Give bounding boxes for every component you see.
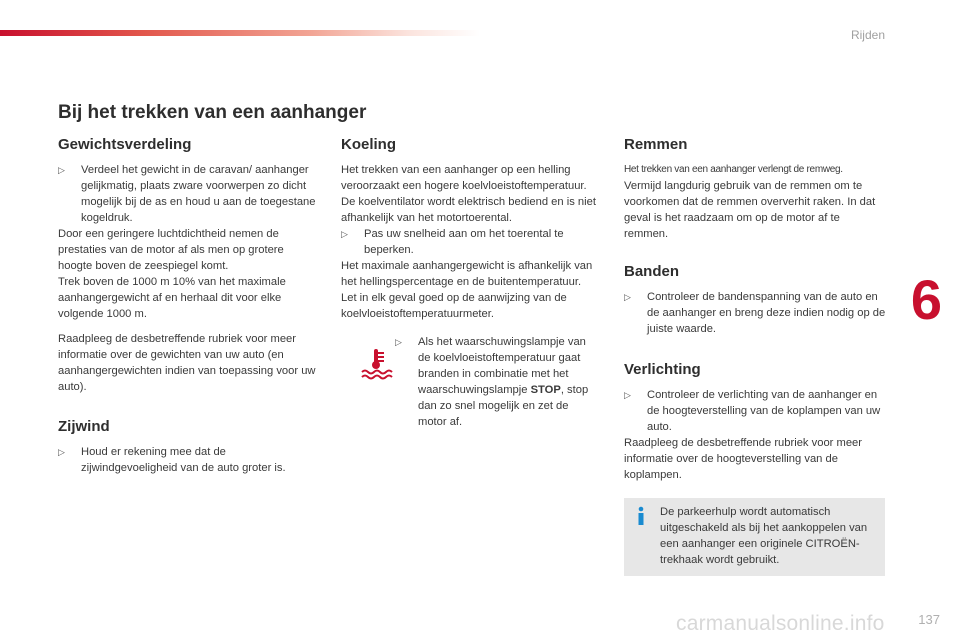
coolant-temperature-warning-icon — [359, 346, 393, 380]
cooling-text-1: Het trekken van een aanhanger op een helling veroorzaakt een hogere koelvloeistoftemperatuur. — [341, 164, 587, 192]
bullet-marker-icon: ▷ — [395, 337, 402, 347]
heading-lighting: Verlichting — [624, 361, 701, 378]
column-3 — [624, 136, 886, 242]
bullet-marker-icon: ▷ — [58, 447, 65, 457]
warning-bullet: ▷ Als het waarschuwingslampje van de koelvloeistoftemperatuur gaat branden in combinatie met het waarschuwingslampje STOP, stop dan zo snel mogelijk en zet de motor af. — [395, 336, 589, 428]
bullet-marker-icon: ▷ — [624, 390, 631, 400]
column-3-tyres — [624, 263, 886, 337]
watermark: carmanualsonline.info — [676, 612, 885, 635]
bullet-wind: ▷ Houd er rekening mee dat de zijwindgevoeligheid van de auto groter is. — [58, 446, 286, 474]
chapter-number: 6 — [910, 268, 942, 331]
weight-text-1: Door een geringere luchtdichtheid nemen de prestaties van de motor af als men op grotere hoogte boven de zeespiegel komt. — [58, 228, 284, 272]
column-1-wind — [58, 418, 320, 476]
heading-crosswind: Zijwind — [58, 418, 110, 435]
page-number: 137 — [918, 612, 940, 627]
column-3-lights — [624, 361, 886, 483]
column-1 — [58, 136, 320, 395]
info-box — [624, 498, 885, 576]
cooling-text-3: Het maximale aanhangergewicht is afhankelijk van het hellingspercentage en de buitentemperatuur. — [341, 260, 593, 288]
brakes-text-1: Het trekken van een aanhanger verlengt de remweg. — [624, 164, 843, 175]
heading-brakes: Remmen — [624, 136, 688, 153]
bullet-weight: ▷ Verdeel het gewicht in de caravan/ aanhanger gelijkmatig, plaats zware voorwerpen zo dicht mogelijk bij de as en houd u aan de toegestane kogeldruk. — [58, 164, 316, 224]
bullet-lighting: ▷ Controleer de verlichting van de aanhanger en de hoogteverstelling van de koplampen van uw auto. — [624, 389, 881, 433]
section-label: Rijden — [850, 28, 885, 42]
bullet-marker-icon: ▷ — [58, 165, 65, 175]
brakes-text-2: Vermijd langdurig gebruik van de remmen om te voorkomen dat de remmen oververhit raken. In dat geval is het raadzaam om op de motor af te remmen. — [624, 180, 876, 240]
cooling-text-2: De koelventilator wordt elektrisch bediend en is niet afhankelijk van het motortoerental. — [341, 196, 596, 224]
cooling-text-4: Let in elk geval goed op de aanwijzing van de koelvloeistoftemperatuurmeter. — [341, 292, 567, 320]
stop-label: STOP — [530, 384, 561, 396]
bullet-marker-icon: ▷ — [341, 229, 348, 239]
info-icon — [634, 506, 648, 526]
heading-weight-distribution: Gewichtsverdeling — [58, 136, 192, 153]
bullet-marker-icon: ▷ — [624, 292, 631, 302]
bullet-tyres: ▷ Controleer de bandenspanning van de auto en de aanhanger en breng deze indien nodig op de juiste waarde. — [624, 291, 886, 335]
bullet-cooling: ▷ Pas uw snelheid aan om het toerental te beperken. — [341, 228, 564, 256]
heading-cooling: Koeling — [341, 136, 396, 153]
weight-text-2: Trek boven de 1000 m 10% van het maximale aanhangergewicht af en herhaal dit voor elke volgende 1000 m. — [58, 276, 286, 320]
header-accent-bar — [0, 30, 480, 36]
column-2 — [341, 136, 603, 434]
lighting-text: Raadpleeg de desbetreffende rubriek voor meer informatie over de hoogteverstelling van de koplampen. — [624, 437, 862, 481]
info-text: De parkeerhulp wordt automatisch uitgeschakeld als bij het aankoppelen van een aanhanger een originele CITROËN-trekhaak wordt gebruikt. — [660, 506, 868, 566]
weight-text-3: Raadpleeg de desbetreffende rubriek voor meer informatie over de gewichten van uw auto (en aanhangergewichten indien van toepassing voor uw auto). — [58, 333, 316, 393]
heading-tyres: Banden — [624, 263, 680, 280]
page-title: Bij het trekken van een aanhanger — [58, 102, 367, 123]
coolant-warning — [341, 334, 603, 434]
